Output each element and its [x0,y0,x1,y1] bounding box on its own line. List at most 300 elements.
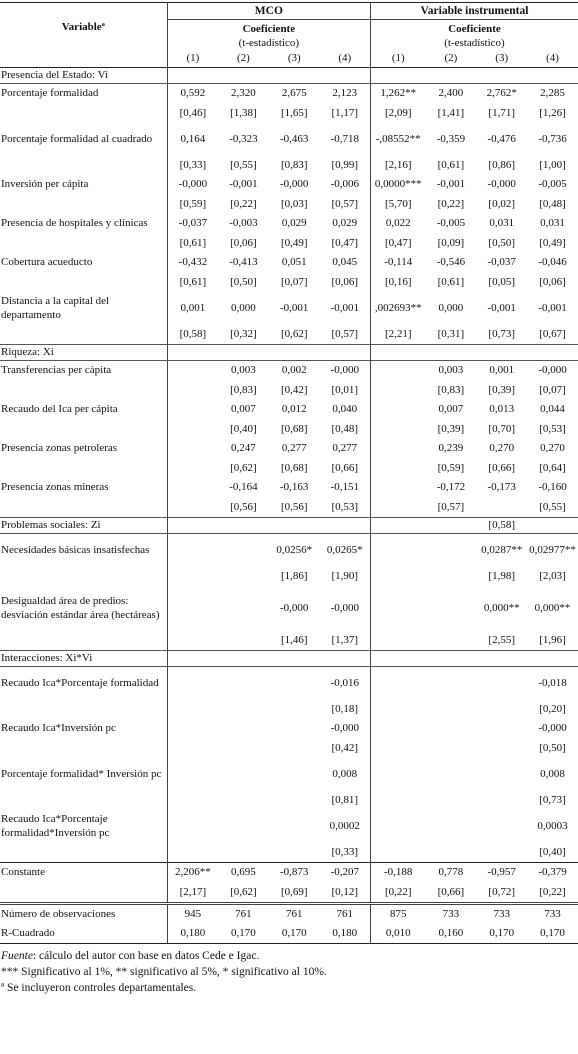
tstat-cell [426,738,477,758]
tstat-cell: [0,49] [539,236,566,249]
stat-cell: 0,160 [426,924,477,944]
tstat-cell: [2,55] [488,633,515,646]
variable-label: Transferencias per cápita [0,360,167,380]
table-row [0,699,578,719]
coef-cell: 0,008 [332,767,358,780]
variable-label: Presencia zonas petroleras [0,439,167,458]
coef-cell: -0,016 [330,676,359,689]
tstat-cell: [0,42] [280,383,308,396]
coef-cell: 0,003 [231,364,256,377]
tstat-cell [426,566,477,586]
coef-cell [269,719,320,738]
coef-cell: -0,000 [280,178,309,191]
table-row [0,666,578,699]
table-row [0,439,578,458]
tstat-cell [167,380,218,400]
tstat-cell: [1,96] [539,633,566,646]
variable-label [0,738,167,758]
coef-cell: 0,044 [540,403,565,416]
tstat-cell: [0,09] [437,236,465,249]
tstat-cell: [0,06] [539,275,566,288]
iv-coef-header [370,20,578,51]
tstat-cell: [0,61] [179,236,207,249]
coef-cell: 0,007 [231,403,256,416]
coef-cell [370,586,425,630]
tstat-cell [218,842,269,863]
tstat-cell: [0,57] [437,500,465,513]
coef-cell: 0,270 [540,442,565,455]
tstat-cell: [0,59] [179,197,207,210]
variable-label [0,497,167,518]
tstat-cell: [0,73] [539,793,566,806]
tstat-cell: [0,05] [488,275,515,288]
tstat-cell: [0,57] [331,327,359,340]
stat-cell: 0,170 [476,924,527,944]
variable-label: Distancia a la capital del departamento [0,292,167,324]
tstat-cell [476,738,527,758]
coef-cell: 0,051 [281,256,307,269]
coef-cell: -0,000 [487,178,516,191]
coef-cell: -0,173 [487,481,516,494]
tstat-cell: [2,16] [370,155,425,175]
tstat-cell: [0,62] [230,885,257,898]
tstat-cell: [0,66] [331,461,359,474]
tstat-cell: [0,59] [437,461,465,474]
coef-cell [167,533,218,566]
coef-cell [426,586,477,630]
stat-cell: 945 [167,903,218,924]
tstat-cell: [0,40] [230,422,257,435]
coef-cell [218,586,269,630]
tstat-cell: [0,72] [488,885,515,898]
tstat-cell: [1,41] [437,106,465,119]
tstat-cell: [0,57] [331,197,359,210]
tstat-cell: [0,39] [488,383,515,396]
tstat-cell: [0,69] [280,885,308,898]
tstat-cell: [0,58] [476,517,527,533]
tstat-cell: [0,07] [539,383,566,396]
tstat-cell: [0,66] [437,885,465,898]
stat-cell: 733 [426,903,477,924]
coef-cell: 0,022 [370,214,425,233]
coef-cell: 0,045 [332,256,358,269]
table-row [0,83,578,103]
coef-cell: -0,001 [436,178,466,191]
tstat-cell: [1,65] [280,106,308,119]
tstat-cell: [0,33] [179,158,207,171]
tstat-label: (t-estadístico) [444,37,505,50]
coef-cell: 0,277 [281,442,307,455]
section-header-row [0,344,578,360]
coef-cell: -0,018 [538,676,567,689]
coef-cell: 0,012 [281,403,307,416]
tstat-cell: [0,83] [437,383,465,396]
coef-cell [167,810,218,842]
tstat-cell [269,790,320,810]
source-label: Fuente [1,949,33,962]
section-title: Riqueza: Xi [0,344,167,360]
coef-cell [370,478,425,497]
tstat-label: (t-estadístico) [238,37,300,50]
tstat-cell: [1,46] [280,633,308,646]
tstat-cell [370,497,425,518]
stat-cell: 0,010 [370,924,425,944]
variable-label: Porcentaje formalidad al cuadrado [0,123,167,155]
tstat-cell: [2,21] [370,324,425,345]
coef-cell: -0,114 [370,253,425,272]
variable-label: Número de observaciones [0,903,167,924]
table-row [0,586,578,630]
tstat-cell [370,790,425,810]
tstat-cell [218,738,269,758]
coef-cell [167,586,218,630]
tstat-cell: [0,62] [230,461,257,474]
variable-label: Recaudo Ica*Inversión pc [0,719,167,738]
tstat-cell: [0,58] [179,327,207,340]
coef-cell [218,533,269,566]
coef-cell [167,360,218,380]
variable-label: Recaudo Ica*Porcentaje formalidad [0,666,167,699]
tstat-cell: [0,67] [539,327,566,340]
tstat-cell: [0,03] [280,197,308,210]
coef-cell [218,666,269,699]
variable-label [0,566,167,586]
controls-note: ª Se incluyeron controles departamentales. [1,982,197,995]
coef-cell: 0,0003 [537,819,568,832]
coef-cell: -0,476 [487,132,516,145]
coef-cell: 0,0000*** [370,175,425,194]
coef-cell [167,758,218,790]
coef-cell: -0,736 [538,132,567,145]
tstat-cell [426,790,477,810]
tstat-cell: [0,20] [539,702,566,715]
tstat-cell: [0,07] [280,275,308,288]
coef-cell: 0,000 [231,301,256,314]
tstat-cell: [0,33] [331,845,359,858]
tstat-cell: [0,47] [331,236,359,249]
stat-cell: 0,170 [218,924,269,944]
tstat-cell [370,458,425,478]
tstat-cell: [0,55] [230,158,257,171]
coef-cell: 2,675 [281,87,307,100]
variable-label: Porcentaje formalidad [0,83,167,103]
tstat-cell [218,699,269,719]
tstat-cell [269,699,320,719]
tstat-cell [218,790,269,810]
coef-cell: 2,320 [231,87,256,100]
stat-cell: 875 [370,903,425,924]
coef-cell [370,400,425,419]
variable-label [0,882,167,904]
coef-cell: -0,046 [538,256,567,269]
section-header-row [0,517,578,533]
table-row [0,194,578,214]
variable-label: Necesidades básicas insatisfechas [0,533,167,566]
table-row [0,758,578,790]
coef-cell: 0,000** [483,601,520,614]
coef-cell [370,810,425,842]
tstat-cell: [0,70] [488,422,515,435]
column-number: (1) [167,50,218,67]
tstat-cell [167,790,218,810]
variable-label [0,458,167,478]
tstat-cell: [0,22] [230,197,257,210]
table-row [0,903,578,924]
coef-cell [476,719,527,738]
coef-cell: 0,001 [489,364,515,377]
column-number: (3) [269,50,320,67]
stat-cell: 761 [218,903,269,924]
table-row [0,360,578,380]
regression-table [0,2,578,944]
table-row [0,380,578,400]
tstat-cell: [0,99] [331,158,359,171]
table-row [0,419,578,439]
tstat-cell [167,497,218,518]
table-row [0,924,578,944]
coef-cell [167,400,218,419]
variable-label: Constante [0,862,167,882]
table-row [0,233,578,253]
variable-label [0,155,167,175]
iv-group-header: Variable instrumental [370,3,578,20]
coef-cell: -0,000 [330,364,359,377]
mco-coef-header [167,20,370,51]
coef-cell: -0,873 [269,862,320,882]
tstat-cell [426,699,477,719]
coef-cell [370,666,425,699]
section-title: Interacciones: Xi*Vi [0,650,167,666]
coef-cell: 0,029 [332,217,358,230]
tstat-cell [370,380,425,400]
variable-label [0,419,167,439]
tstat-cell: [0,22] [437,197,465,210]
variable-label: Cobertura acueducto [0,253,167,272]
coef-cell: 0,0256* [276,543,313,556]
tstat-cell: [0,46] [179,106,207,119]
tstat-cell: [1,90] [331,569,359,582]
tstat-cell [476,497,527,518]
tstat-cell: [1,26] [539,106,566,119]
coef-cell: -0,718 [330,132,359,145]
table-row [0,214,578,233]
section-title: Problemas sociales: Zi [0,517,167,533]
coef-cell: -0,546 [436,256,466,269]
variable-label: Presencia zonas mineras [0,478,167,497]
coef-cell: 0,592 [180,87,206,100]
tstat-cell: [1,71] [488,106,515,119]
variable-label [0,630,167,651]
table-row [0,738,578,758]
variable-label: Desigualdad área de predios: desviación estándar área (hectáreas) [0,586,167,630]
coef-cell: -0,001 [229,178,258,191]
variable-label [0,272,167,292]
tstat-cell [218,630,269,651]
tstat-cell: [0,73] [488,327,515,340]
coef-cell: -0,000 [330,722,359,735]
tstat-cell [167,738,218,758]
coef-cell [269,666,320,699]
coef-cell: 2,285 [540,87,565,100]
coef-cell: 0,277 [332,442,358,455]
coef-cell: 0,247 [231,442,256,455]
tstat-cell: [0,01] [331,383,359,396]
coef-cell [167,666,218,699]
table-row [0,155,578,175]
tstat-cell: [0,40] [539,845,566,858]
coef-cell: -0,005 [538,178,567,191]
coef-cell: -0,432 [178,256,208,269]
tstat-cell: [0,48] [539,197,566,210]
coef-cell: 0,164 [180,132,206,145]
tstat-cell: [0,42] [331,741,359,754]
tstat-cell: [0,56] [230,500,257,513]
table-row [0,790,578,810]
table-row [0,842,578,863]
tstat-cell: [0,18] [331,702,359,715]
coef-cell: -0,000 [178,178,208,191]
tstat-cell: [0,32] [230,327,257,340]
table-row [0,292,578,324]
tstat-cell [370,738,425,758]
column-number: (3) [476,50,527,67]
tstat-cell: [0,83] [230,383,257,396]
tstat-cell: [0,56] [280,500,308,513]
tstat-cell: [0,49] [280,236,308,249]
coef-cell: 0,008 [540,767,565,780]
coef-cell [218,719,269,738]
tstat-cell: [0,06] [230,236,257,249]
tstat-cell [370,566,425,586]
coef-cell: -0,005 [436,217,466,230]
tstat-cell [167,517,218,533]
coef-cell [370,439,425,458]
table-row [0,123,578,155]
coef-cell: ,002693** [370,292,425,324]
coef-cell: -0,323 [229,132,258,145]
tstat-cell: [0,66] [488,461,515,474]
coef-cell: 0,0265* [326,543,363,556]
coef-cell: -0,160 [538,481,567,494]
tstat-cell [476,790,527,810]
coef-cell: -0,379 [527,862,578,882]
tstat-cell: [0,86] [488,158,515,171]
tstat-cell [269,842,320,863]
tstat-cell: [0,53] [539,422,566,435]
tstat-cell: [0,61] [179,275,207,288]
table-row [0,478,578,497]
coef-cell: -0,207 [320,862,371,882]
coef-cell: 0,000** [534,601,571,614]
coef-cell: 0,031 [489,217,515,230]
significance-note: *** Significativo al 1%, ** significativo al 5%, * significativo al 10%. [1,965,327,978]
tstat-cell: [0,83] [280,158,308,171]
coef-label: Coeficiente [242,23,296,35]
coef-cell [167,478,218,497]
coef-cell: 2,123 [332,87,358,100]
coef-cell [370,719,425,738]
coef-cell [370,360,425,380]
tstat-cell [370,419,425,439]
coef-cell [370,758,425,790]
tstat-cell: [0,16] [370,272,425,292]
regression-table-document [0,2,578,997]
coef-cell: 2,762* [486,87,517,100]
tstat-cell: [5,70] [370,194,425,214]
coef-cell [476,758,527,790]
coef-cell [269,758,320,790]
tstat-cell: [2,03] [539,569,566,582]
variable-label [0,699,167,719]
variable-label [0,103,167,123]
tstat-cell: [0,22] [539,885,566,898]
coef-cell: -0,000 [538,722,567,735]
stat-cell: 733 [527,903,578,924]
coef-cell: -0,000 [280,601,309,614]
table-row [0,272,578,292]
column-number: (2) [426,50,477,67]
tstat-cell [218,517,269,533]
tstat-cell [269,738,320,758]
tstat-cell: [0,06] [331,275,359,288]
tstat-cell: [0,50] [539,741,566,754]
variable-label [0,324,167,345]
variable-header: Variableª [0,3,167,51]
stat-cell: 0,180 [167,924,218,944]
coef-cell: -0,151 [330,481,359,494]
variable-label: R-Cuadrado [0,924,167,944]
coef-cell: -0,006 [330,178,359,191]
coef-cell: 0,013 [489,403,515,416]
variable-label [0,233,167,253]
coef-cell [426,719,477,738]
tstat-cell [167,842,218,863]
tstat-cell [370,699,425,719]
table-row [0,497,578,518]
coef-cell: -0,037 [487,256,516,269]
tstat-cell: [0,50] [230,275,257,288]
table-row [0,533,578,566]
variable-label [0,380,167,400]
stat-cell: 761 [269,903,320,924]
source-text: : cálculo del autor con base en datos Cede e Igac. [32,949,260,962]
column-number: (1) [370,50,425,67]
tstat-cell: [1,37] [331,633,359,646]
tstat-cell: [0,31] [437,327,465,340]
tstat-cell: [0,02] [488,197,515,210]
coef-cell: 0,270 [489,442,515,455]
coef-cell: 0,778 [426,862,477,882]
variable-label: Presencia de hospitales y clínicas [0,214,167,233]
tstat-cell: [1,98] [488,569,515,582]
table-row [0,630,578,651]
coef-cell: -0,359 [436,132,466,145]
tstat-cell [167,419,218,439]
tstat-cell: [1,38] [230,106,257,119]
tstat-cell [167,630,218,651]
variable-label: Inversión per cápita [0,175,167,194]
table-row [0,566,578,586]
coef-cell [370,533,425,566]
tstat-cell [167,566,218,586]
table-row [0,862,578,882]
coef-cell: 0,695 [218,862,269,882]
tstat-cell: [0,22] [370,882,425,904]
coef-cell: 0,0287** [481,543,523,556]
tstat-cell: [0,55] [539,500,566,513]
coef-cell: -0,957 [476,862,527,882]
coef-cell: 0,002 [281,364,307,377]
